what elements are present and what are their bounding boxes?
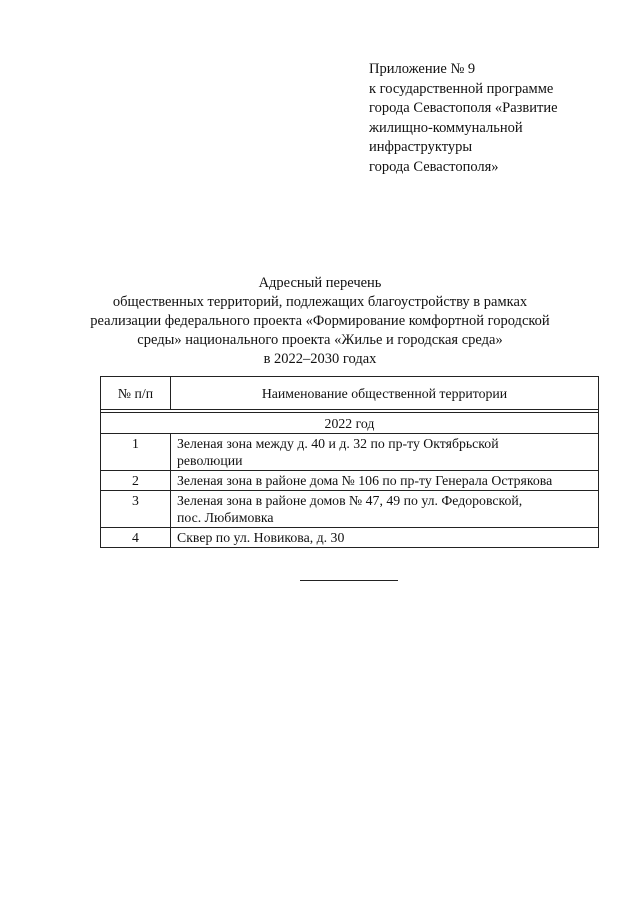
appendix-line: жилищно-коммунальной bbox=[369, 119, 523, 136]
row-name-line: пос. Любимовка bbox=[177, 510, 274, 525]
header-name: Наименование общественной территории bbox=[171, 377, 599, 410]
closing-rule bbox=[300, 580, 398, 581]
table-row bbox=[101, 491, 599, 528]
appendix-line: к государственной программе bbox=[369, 80, 554, 97]
title-line: общественных территорий, подлежащих благоустройству в рамках bbox=[112, 294, 528, 310]
appendix-line: города Севастополя» bbox=[369, 158, 499, 175]
document-title bbox=[90, 274, 550, 369]
row-name bbox=[171, 434, 599, 471]
row-name-line: Зеленая зона в районе дома № 106 по пр-ту Генерала Острякова bbox=[177, 473, 553, 488]
table-header-row bbox=[101, 377, 599, 410]
row-number: 1 bbox=[101, 434, 171, 471]
row-number: 3 bbox=[101, 491, 171, 528]
table-row bbox=[101, 471, 599, 491]
year-row bbox=[101, 413, 599, 434]
row-name-line: Сквер по ул. Новикова, д. 30 bbox=[177, 530, 345, 545]
title-line: Адресный перечень bbox=[258, 275, 382, 291]
appendix-line: Приложение № 9 bbox=[369, 61, 476, 77]
territories-table bbox=[100, 376, 599, 548]
row-name-line: Зеленая зона между д. 40 и д. 32 по пр-ту Октябрьской bbox=[177, 436, 499, 451]
row-number: 4 bbox=[101, 528, 171, 548]
header-number: № п/п bbox=[101, 377, 171, 410]
table-row bbox=[101, 528, 599, 548]
year-cell: 2022 год bbox=[101, 413, 599, 434]
row-name bbox=[171, 491, 599, 528]
title-line: в 2022–2030 годах bbox=[263, 351, 377, 367]
row-number: 2 bbox=[101, 471, 171, 491]
row-name-line: революции bbox=[177, 453, 243, 468]
table-row bbox=[101, 434, 599, 471]
row-name-line: Зеленая зона в районе домов № 47, 49 по ул. Федоровской, bbox=[177, 493, 523, 508]
appendix-line: города Севастополя «Развитие bbox=[369, 100, 558, 116]
row-name bbox=[171, 528, 599, 548]
title-line: среды» национального проекта «Жилье и городская среда» bbox=[137, 332, 503, 348]
title-line: реализации федерального проекта «Формирование комфортной городской bbox=[90, 313, 550, 329]
appendix-note bbox=[369, 60, 558, 177]
row-name bbox=[171, 471, 599, 491]
appendix-line: инфраструктуры bbox=[369, 139, 473, 155]
